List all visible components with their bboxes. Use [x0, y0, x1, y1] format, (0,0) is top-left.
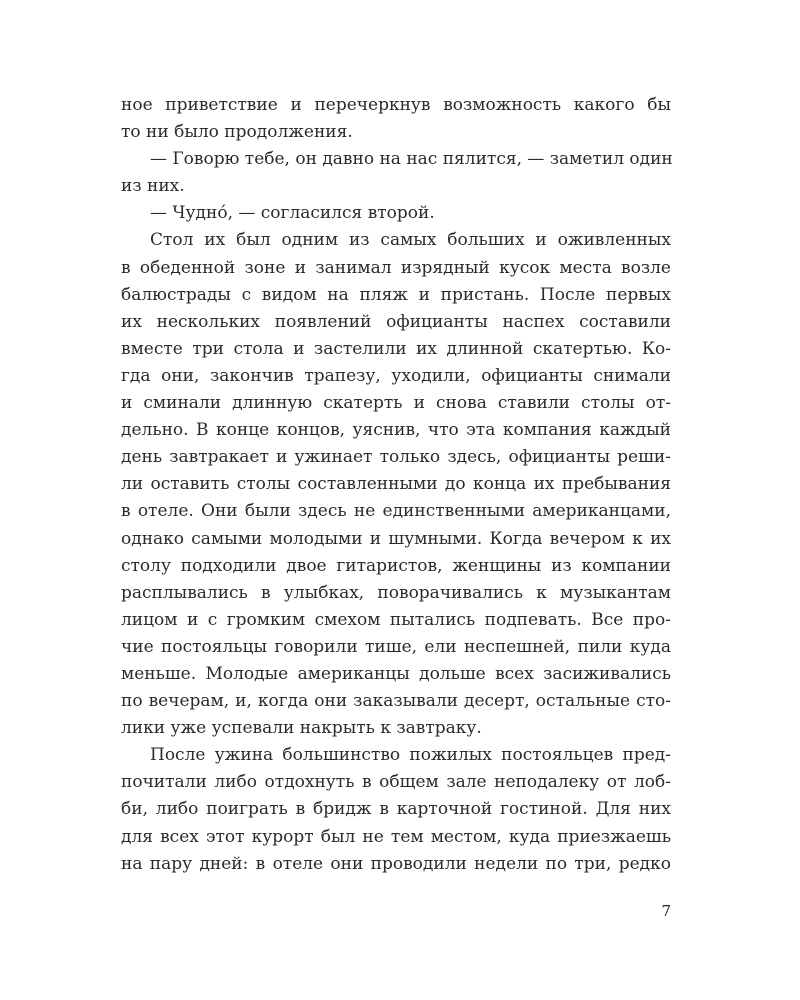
page-number: 7	[661, 902, 671, 920]
text-line: то ни было продолжения.	[121, 122, 353, 143]
text-line: би, либо поиграть в бридж в карточной гостиной. Для них	[121, 799, 671, 820]
text-line: лики уже успевали накрыть к завтраку.	[121, 718, 482, 739]
text-line: лицом и с громким смехом пытались подпевать. Все про-	[121, 609, 671, 630]
text-line: по вечерам, и, когда они заказывали десерт, остальные сто-	[121, 691, 671, 712]
text-line: и сминали длинную скатерть и снова ставили столы от-	[121, 393, 671, 414]
text-line: почитали либо отдохнуть в общем зале неподалеку от лоб-	[121, 772, 671, 793]
text-line: ное приветствие и перечеркнув возможность какого бы	[121, 95, 671, 115]
text-line: ли оставить столы составленными до конца их пребывания	[121, 474, 671, 495]
text-line: из них.	[121, 176, 185, 197]
text-line: в отеле. Они были здесь не единственными американцами,	[121, 501, 671, 522]
text-line: Стол их был одним из самых больших и оживленных	[150, 230, 671, 251]
text-line: расплывались в улыбках, поворачивались к музыкантам	[121, 582, 671, 603]
text-line: дельно. В конце концов, уяснив, что эта компания каждый	[121, 420, 671, 441]
text-line: балюстрады с видом на пляж и пристань. После первых	[121, 284, 671, 305]
text-line: их нескольких появлений официанты наспех составили	[121, 311, 671, 332]
text-line: чие постояльцы говорили тише, ели неспешней, пили куда	[121, 636, 671, 657]
text-line: на пару дней: в отеле они проводили недели по три, редко	[121, 853, 671, 874]
text-line: — Чудно́, — согласился второй.	[150, 203, 435, 224]
body-text	[121, 92, 671, 878]
text-line: для всех этот курорт был не тем местом, куда приезжаешь	[121, 826, 671, 847]
text-line: После ужина большинство пожилых постояльцев пред-	[150, 745, 671, 766]
text-line: вместе три стола и застелили их длинной скатертью. Ко-	[121, 338, 671, 359]
text-line: гда они, закончив трапезу, уходили, официанты снимали	[121, 365, 671, 386]
text-line: однако самыми молодыми и шумными. Когда вечером к их	[121, 528, 671, 549]
text-line: столу подходили двое гитаристов, женщины из компании	[121, 555, 671, 576]
text-line: меньше. Молодые американцы дольше всех засиживались	[121, 663, 671, 684]
text-line: день завтракает и ужинает только здесь, официанты реши-	[121, 447, 671, 468]
text-line: — Говорю тебе, он давно на нас пялится, — заметил один	[150, 149, 673, 170]
text-line: в обеденной зоне и занимал изрядный кусок места возле	[121, 257, 671, 278]
